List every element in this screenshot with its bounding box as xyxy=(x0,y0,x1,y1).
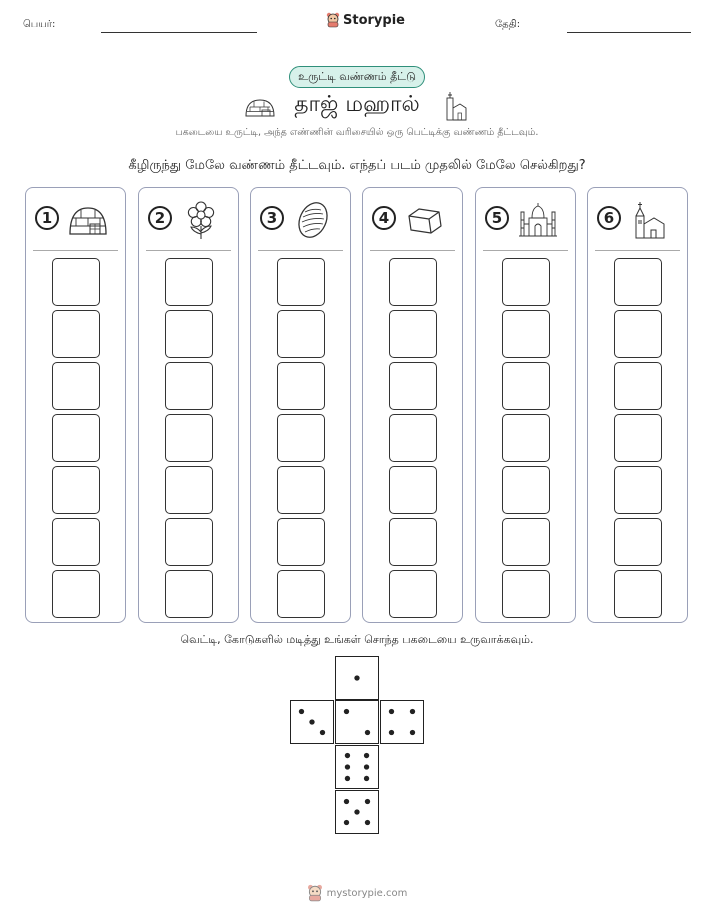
color-box[interactable] xyxy=(165,570,213,618)
stone-icon xyxy=(293,200,333,240)
color-box[interactable] xyxy=(277,570,325,618)
column-divider xyxy=(258,250,343,251)
color-box[interactable] xyxy=(389,518,437,566)
die-face-5 xyxy=(335,790,379,834)
sugar-cube-icon xyxy=(405,200,445,240)
die-face-4 xyxy=(380,700,424,744)
bear-logo-icon xyxy=(326,12,340,28)
question: கீழிருந்து மேலே வண்ணம் தீட்டவும். எந்தப் படம் முதலில் மேலே செல்கிறது? xyxy=(128,158,586,173)
taj-mahal-icon xyxy=(518,200,558,240)
igloo-icon xyxy=(68,200,108,240)
color-box[interactable] xyxy=(502,414,550,462)
column-number: 6 xyxy=(597,206,621,230)
color-box[interactable] xyxy=(52,362,100,410)
color-box[interactable] xyxy=(52,310,100,358)
color-box[interactable] xyxy=(277,258,325,306)
color-box[interactable] xyxy=(389,414,437,462)
color-box[interactable] xyxy=(277,518,325,566)
color-box[interactable] xyxy=(389,466,437,514)
die-net xyxy=(290,656,424,834)
column-divider xyxy=(483,250,568,251)
name-label: பெயர்: xyxy=(23,19,56,30)
color-box[interactable] xyxy=(165,310,213,358)
color-box[interactable] xyxy=(165,362,213,410)
color-box[interactable] xyxy=(277,310,325,358)
color-box[interactable] xyxy=(502,362,550,410)
die-face-1 xyxy=(335,656,379,700)
die-face-6 xyxy=(335,745,379,789)
church-icon xyxy=(444,90,468,122)
color-box[interactable] xyxy=(277,466,325,514)
column-divider xyxy=(595,250,680,251)
footer xyxy=(0,884,714,902)
church-icon xyxy=(630,200,670,240)
cut-instructions: வெட்டி, கோடுகளில் மடித்து உங்கள் சொந்த பகடையை உருவாக்கவும். xyxy=(180,633,534,646)
color-box[interactable] xyxy=(52,466,100,514)
color-box[interactable] xyxy=(614,414,662,462)
date-label: தேதி: xyxy=(495,19,521,30)
column-divider xyxy=(146,250,231,251)
column-4 xyxy=(362,187,463,623)
logo-text: Storypie xyxy=(343,12,405,28)
color-box[interactable] xyxy=(165,258,213,306)
color-box[interactable] xyxy=(502,310,550,358)
bear-logo-icon xyxy=(307,884,323,902)
color-box[interactable] xyxy=(614,466,662,514)
column-number: 4 xyxy=(372,206,396,230)
color-box[interactable] xyxy=(277,414,325,462)
column-divider xyxy=(370,250,455,251)
instructions: பகடையை உருட்டி, அந்த எண்ணின் வரிசையில் ஒரு பெட்டிக்கு வண்ணம் தீட்டவும். xyxy=(175,127,539,138)
color-box[interactable] xyxy=(52,570,100,618)
color-box[interactable] xyxy=(277,362,325,410)
color-box[interactable] xyxy=(165,466,213,514)
column-2 xyxy=(138,187,239,623)
color-box[interactable] xyxy=(614,362,662,410)
flower-icon xyxy=(181,200,221,240)
column-6 xyxy=(587,187,688,623)
color-box[interactable] xyxy=(502,570,550,618)
color-box[interactable] xyxy=(389,310,437,358)
color-box[interactable] xyxy=(614,258,662,306)
page-title: தாஜ் மஹால் xyxy=(294,92,420,117)
activity-badge: உருட்டி வண்ணம் தீட்டு xyxy=(289,66,425,88)
color-box[interactable] xyxy=(52,258,100,306)
color-box[interactable] xyxy=(389,570,437,618)
color-box[interactable] xyxy=(614,570,662,618)
color-box[interactable] xyxy=(502,258,550,306)
column-number: 3 xyxy=(260,206,284,230)
column-5 xyxy=(475,187,576,623)
color-box[interactable] xyxy=(502,466,550,514)
column-divider xyxy=(33,250,118,251)
date-line[interactable] xyxy=(567,32,691,33)
die-face-3 xyxy=(290,700,334,744)
column-number: 5 xyxy=(485,206,509,230)
color-box[interactable] xyxy=(165,414,213,462)
color-box[interactable] xyxy=(165,518,213,566)
color-box[interactable] xyxy=(389,362,437,410)
color-box[interactable] xyxy=(389,258,437,306)
storypie-logo xyxy=(326,12,405,28)
color-box[interactable] xyxy=(52,414,100,462)
color-box[interactable] xyxy=(614,518,662,566)
name-line[interactable] xyxy=(101,32,257,33)
column-number: 1 xyxy=(35,206,59,230)
color-box[interactable] xyxy=(52,518,100,566)
color-box[interactable] xyxy=(614,310,662,358)
column-1 xyxy=(25,187,126,623)
footer-url[interactable]: mystorypie.com xyxy=(326,887,408,899)
die-face-2 xyxy=(335,700,379,744)
column-number: 2 xyxy=(148,206,172,230)
color-box[interactable] xyxy=(502,518,550,566)
column-3 xyxy=(250,187,351,623)
